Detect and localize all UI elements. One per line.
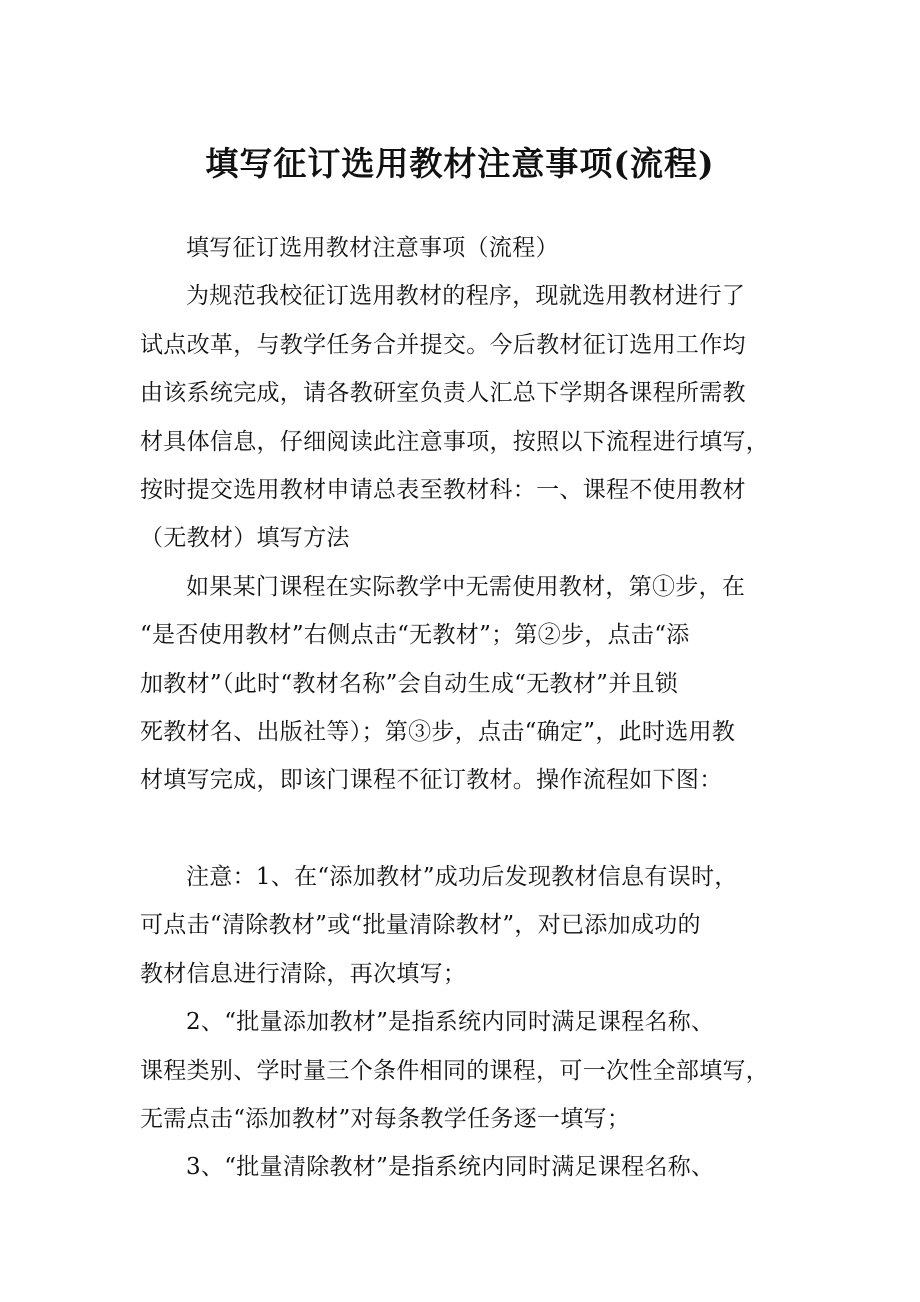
document-body: [140, 224, 790, 1192]
text-line: 无需点击“添加教材”对每条教学任务逐一填写；: [140, 1106, 631, 1133]
text-line: 3、“批量清除教材”是指系统内同时满足课程名称、: [186, 1154, 715, 1181]
text-line: 死教材名、出版社等）；第③步，点击“确定”，此时选用教: [140, 718, 736, 745]
paragraph-note-2: [140, 998, 790, 1143]
paragraph-note-3: [140, 1143, 790, 1191]
text-line: 加教材”（此时“教材名称”会自动生成“无教材”并且锁: [140, 670, 679, 697]
text-line: 为规范我校征订选用教材的程序，现就选用教材进行了: [186, 283, 746, 310]
text-line: 教材信息进行清除，再次填写；: [140, 960, 467, 987]
text-line: 注意：1、在“添加教材”成功后发现教材信息有误时，: [186, 864, 738, 891]
text-line: 由该系统完成，请各教研室负责人汇总下学期各课程所需教: [140, 380, 746, 407]
paragraph-intro: [140, 272, 790, 562]
text-line: 填写征订选用教材注意事项（流程）: [186, 235, 559, 261]
document-title: 填写征订选用教材注意事项(流程): [205, 144, 715, 183]
paragraph-steps: [140, 563, 790, 805]
paragraph-note-1: [140, 853, 790, 998]
figure-placeholder: [140, 805, 790, 853]
text-line: 2、“批量添加教材”是指系统内同时满足课程名称、: [186, 1009, 715, 1036]
text-line: 课程类别、学时量三个条件相同的课程，可一次性全部填写，: [140, 1057, 770, 1084]
text-line: “是否使用教材”右侧点击“无教材”；第②步，点击“添: [140, 622, 690, 649]
text-line: 如果某门课程在实际教学中无需使用教材，第①步，在: [186, 573, 746, 600]
text-line: （无教材）填写方法: [140, 525, 350, 552]
text-line: 材填写完成，即该门课程不征订教材。操作流程如下图：: [140, 767, 723, 794]
text-line: 可点击“清除教材”或“批量清除教材”，对已添加成功的: [140, 912, 701, 939]
text-line: 试点改革，与教学任务合并提交。今后教材征订选用工作均: [140, 331, 746, 358]
paragraph-heading: [140, 224, 790, 272]
text-line: 按时提交选用教材申请总表至教材科：一、课程不使用教材: [140, 476, 746, 503]
text-line: 材具体信息，仔细阅读此注意事项，按照以下流程进行填写，: [140, 428, 770, 455]
